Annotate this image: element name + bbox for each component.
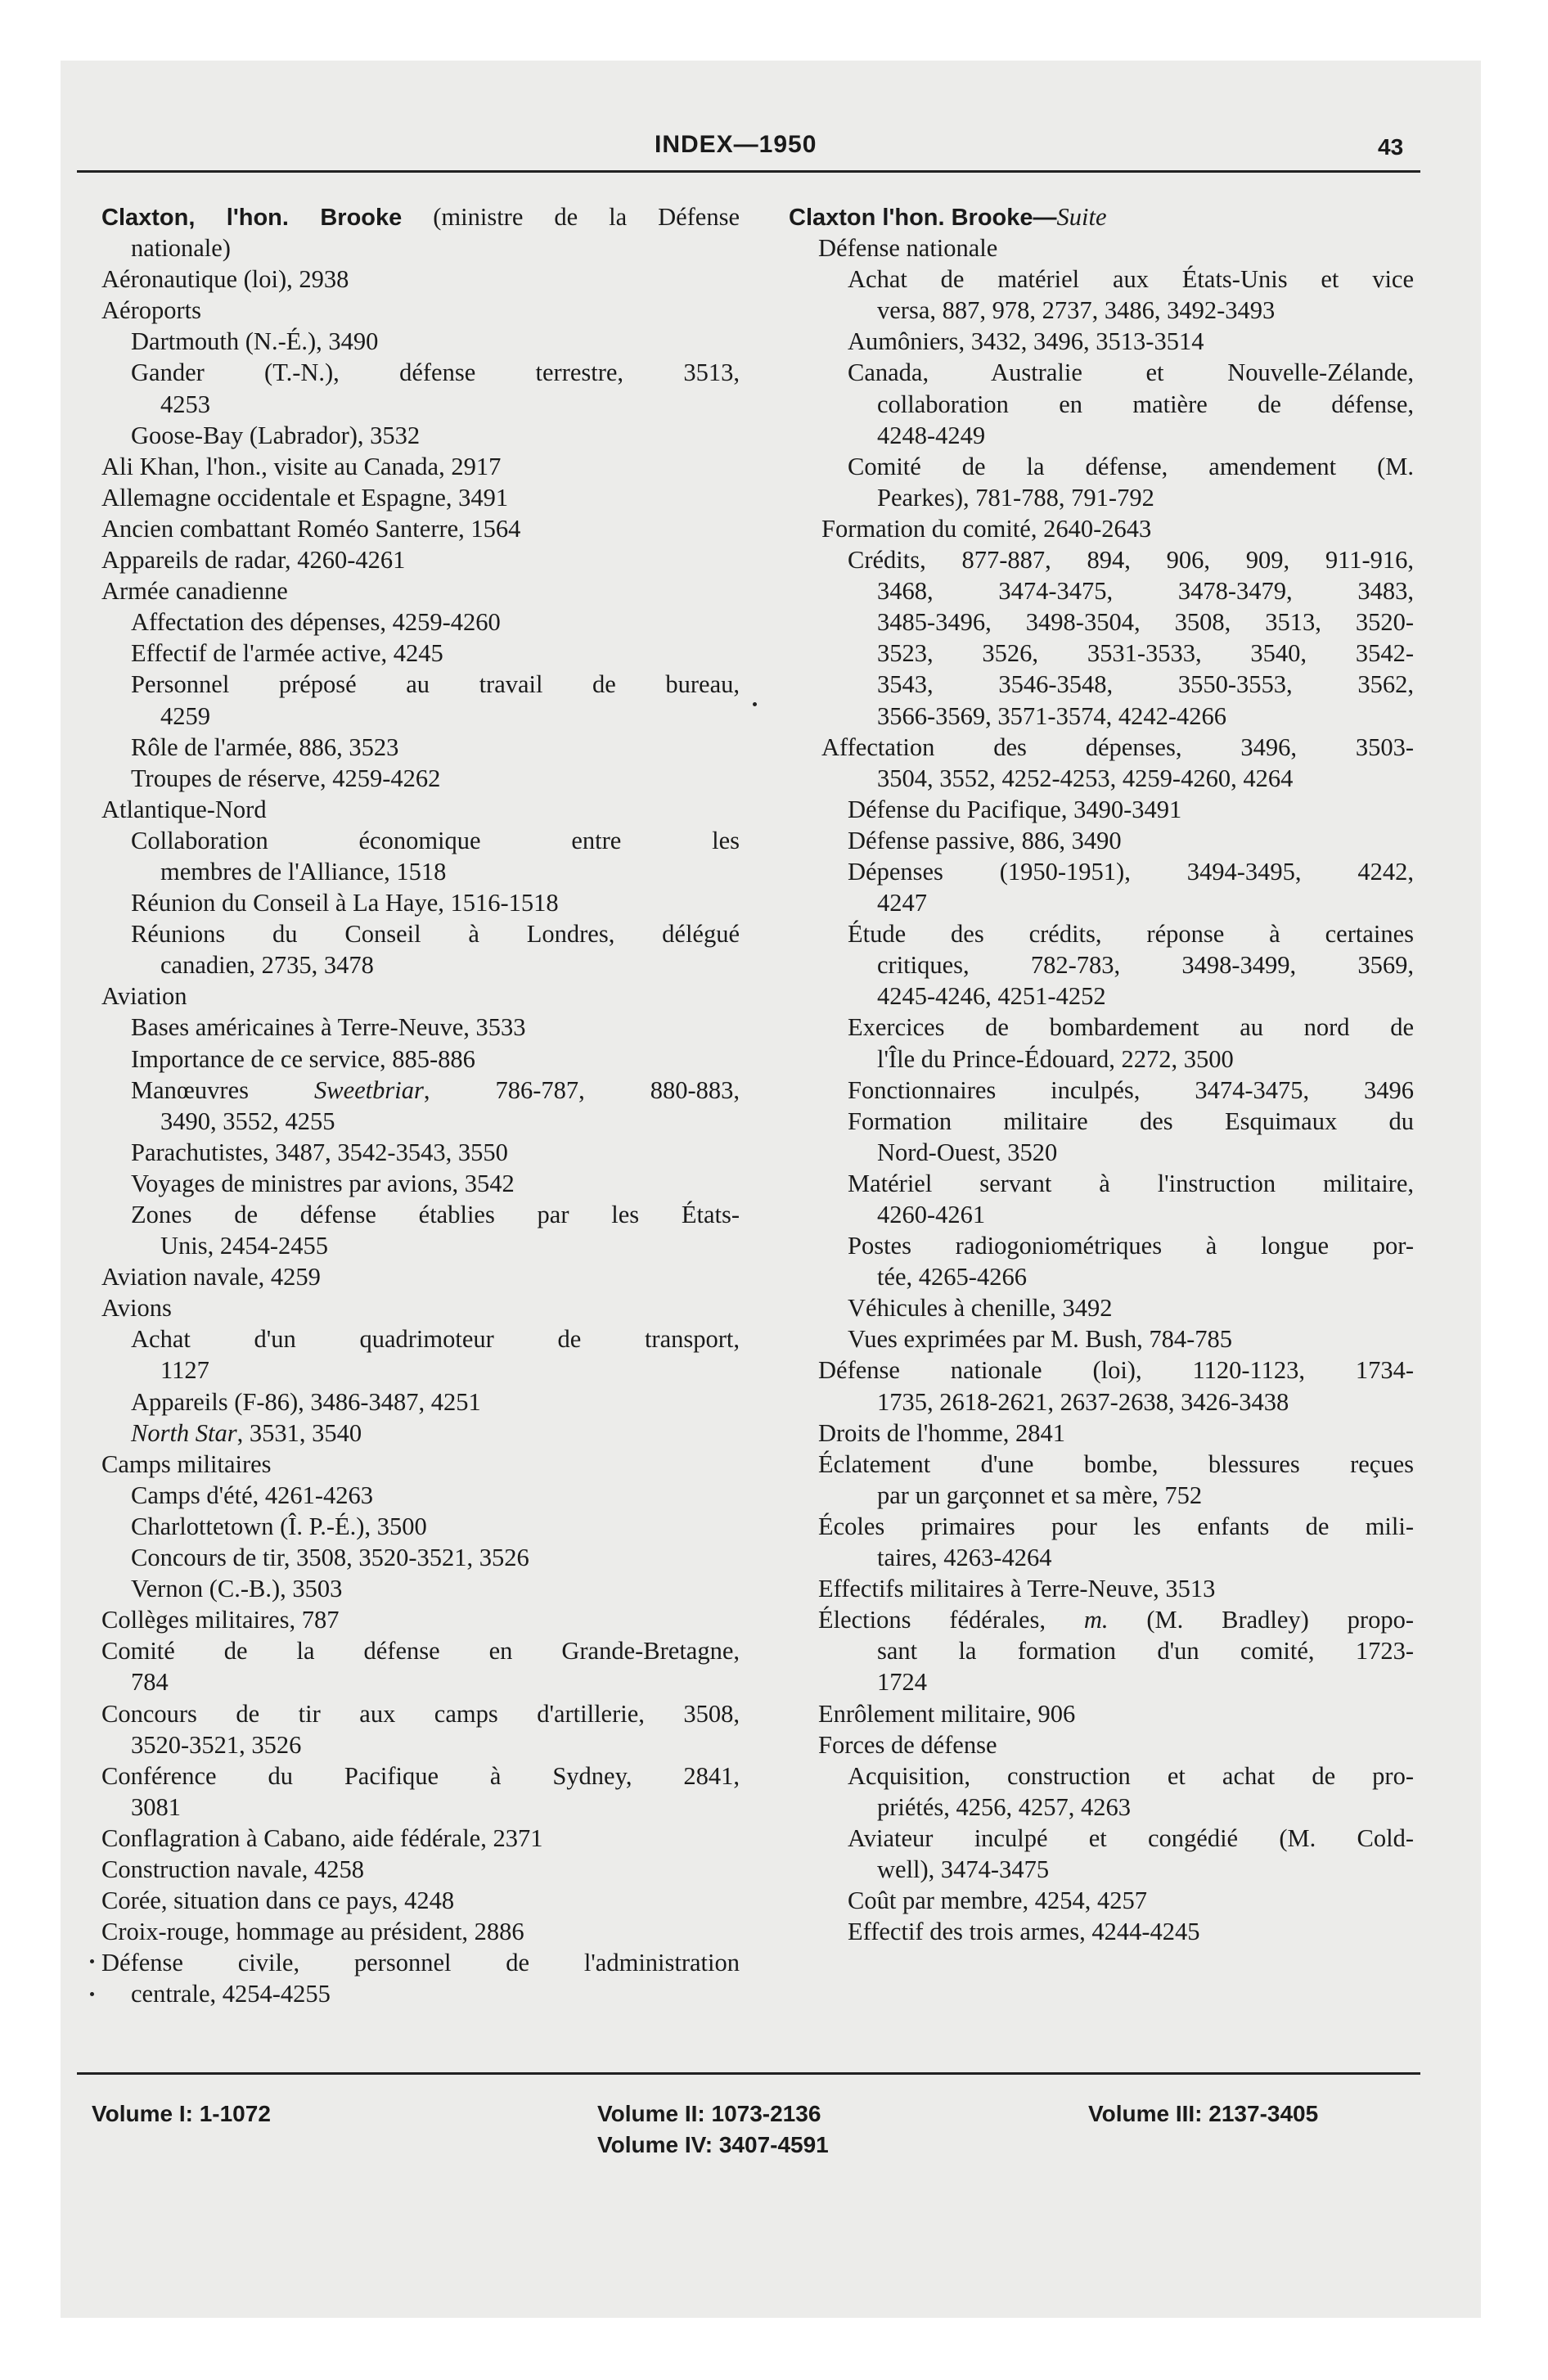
index-entry-line [101, 1480, 740, 1511]
entry-text: Collèges militaires, 787 [101, 1606, 340, 1634]
entry-text: Troupes de réserve, 4259-4262 [131, 764, 441, 792]
entry-text: sant la formation d'un comité, 1723- [877, 1637, 1414, 1666]
entry-text: 4247 [877, 889, 927, 917]
index-entry-line [789, 1230, 1414, 1261]
entry-text: Voyages de ministres par avions, 3542 [131, 1169, 515, 1197]
entry-text: Véhicules à chenille, 3492 [848, 1294, 1113, 1323]
entry-text: 4253 [160, 390, 210, 418]
index-entry-line [101, 420, 740, 451]
index-entry-line [101, 264, 740, 295]
index-entry-line [101, 701, 740, 732]
entry-text: Crédits, 877-887, 894, 906, 909, 911-916, [848, 546, 1414, 575]
entry-text: Défense du Pacifique, 3490-3491 [848, 795, 1182, 823]
entry-text: Parachutistes, 3487, 3542-3543, 3550 [131, 1138, 508, 1166]
index-entry-line [101, 980, 740, 1012]
index-entry-line [101, 1449, 740, 1480]
index-entry-line [101, 544, 740, 575]
index-entry-line [789, 794, 1414, 825]
entry-text: Pearkes), 781-788, 791-792 [877, 483, 1154, 512]
entry-text: Corée, situation dans ce pays, 4248 [101, 1886, 455, 1915]
index-entry-line [789, 1542, 1414, 1573]
entry-text: Exercices de bombardement au nord de [848, 1013, 1414, 1042]
index-entry-line [789, 1511, 1414, 1542]
index-entry-line [101, 1573, 740, 1604]
index-entry-line [101, 638, 740, 669]
index-entry-line [101, 1698, 740, 1729]
entry-text: par un garçonnet et sa mère, 752 [877, 1481, 1203, 1509]
entry-text: Concours de tir, 3508, 3520-3521, 3526 [131, 1544, 529, 1572]
index-entry-line [101, 794, 740, 825]
entry-text: Fonctionnaires inculpés, 3474-3475, 3496 [848, 1075, 1414, 1104]
entry-text: (ministre de la Défense [402, 203, 740, 231]
entry-text: taires, 4263-4264 [877, 1544, 1052, 1572]
volume-2-range: Volume II: 1073-2136 [597, 2101, 821, 2126]
index-entry-line [101, 357, 740, 388]
index-entry-line [789, 763, 1414, 794]
entry-text: Avions [101, 1294, 172, 1323]
entry-text: Nord-Ouest, 3520 [877, 1138, 1058, 1166]
index-entry-line [789, 1386, 1414, 1418]
index-entry-line [789, 1199, 1414, 1230]
index-entry-line [101, 1012, 740, 1043]
index-entry-line [101, 1978, 740, 2009]
entry-text: Défense civile, personnel de l'administration [101, 1949, 740, 1977]
entry-text: 4245-4246, 4251-4252 [877, 982, 1106, 1011]
entry-text: 3520-3521, 3526 [131, 1730, 302, 1759]
index-entry-line [101, 1916, 740, 1947]
index-entry-line [789, 1823, 1414, 1854]
entry-text: 1724 [877, 1668, 927, 1697]
entry-text: Vues exprimées par M. Bush, 784-785 [848, 1325, 1232, 1354]
entry-italic-text: m. [1083, 1606, 1109, 1634]
index-entry-line [101, 949, 740, 980]
entry-text: Aumôniers, 3432, 3496, 3513-3514 [848, 327, 1204, 356]
entry-text: Canada, Australie et Nouvelle-Zélande, [848, 358, 1414, 387]
index-entry-line [101, 1511, 740, 1542]
entry-text: Camps d'été, 4261-4263 [131, 1481, 374, 1509]
entry-text: Zones de défense établies par les États- [131, 1201, 740, 1228]
index-entry-line [789, 606, 1414, 638]
entry-text: Concours de tir aux camps d'artillerie, 3508, [101, 1699, 740, 1728]
index-entry-line [101, 1355, 740, 1386]
entry-text-after: , 3531, 3540 [236, 1418, 362, 1447]
entry-heading-suffix: Suite [1056, 203, 1107, 231]
entry-text: Comité de la défense en Grande-Bretagne, [101, 1637, 740, 1666]
index-entry-line [101, 918, 740, 949]
entry-heading: Claxton, l'hon. Brooke [101, 205, 403, 231]
entry-text: Affectation des dépenses, 3496, 3503- [821, 732, 1414, 761]
index-entry-line [101, 232, 740, 264]
index-entry-line [789, 638, 1414, 669]
index-entry-line [789, 887, 1414, 918]
entry-text: Matériel servant à l'instruction militaire, [848, 1169, 1414, 1197]
index-entry-line [101, 825, 740, 856]
entry-text: Postes radiogoniométriques à longue por- [848, 1232, 1414, 1260]
entry-text: Aviation [101, 982, 187, 1011]
index-entry-line [789, 575, 1414, 606]
entry-text: Collaboration économique entre les [131, 826, 740, 854]
index-entry-line [789, 1106, 1414, 1137]
entry-text: Étude des crédits, réponse à certaines [848, 920, 1414, 949]
index-entry-line [101, 606, 740, 638]
entry-text: membres de l'Alliance, 1518 [160, 857, 447, 886]
entry-text: versa, 887, 978, 2737, 3486, 3492-3493 [877, 296, 1276, 325]
index-entry-line [789, 326, 1414, 357]
entry-text: Appareils (F-86), 3486-3487, 4251 [131, 1387, 481, 1416]
index-entry-line [789, 264, 1414, 295]
entry-text: Aéronautique (loi), 2938 [101, 265, 349, 294]
entry-text: Personnel préposé au travail de bureau, [131, 670, 740, 699]
entry-text: Armée canadienne [101, 577, 288, 606]
index-entry-line [101, 295, 740, 326]
entry-text: Coût par membre, 4254, 4257 [848, 1886, 1147, 1915]
index-entry-line [789, 1075, 1414, 1106]
index-entry-line [101, 1261, 740, 1292]
entry-text: Bases américaines à Terre-Neuve, 3533 [131, 1013, 526, 1042]
index-entry-line [789, 482, 1414, 513]
index-entry-line [789, 1792, 1414, 1823]
index-entry-line [101, 1106, 740, 1137]
index-entry-line [789, 1604, 1414, 1635]
entry-text: Droits de l'homme, 2841 [818, 1418, 1065, 1447]
index-entry-line [101, 1230, 740, 1261]
index-entry-line [101, 1323, 740, 1355]
volume-3-range: Volume III: 2137-3405 [1088, 2101, 1319, 2126]
index-entry-line [789, 918, 1414, 949]
index-entry-line [789, 980, 1414, 1012]
entry-text: Conflagration à Cabano, aide fédérale, 2371 [101, 1823, 543, 1852]
index-entry-line [101, 887, 740, 918]
index-entry-line [789, 544, 1414, 575]
entry-text: 3504, 3552, 4252-4253, 4259-4260, 4264 [877, 764, 1294, 792]
index-entry-line [789, 420, 1414, 451]
entry-text: Affectation des dépenses, 4259-4260 [131, 608, 501, 637]
entry-text: 3543, 3546-3548, 3550-3553, 3562, [877, 670, 1414, 699]
index-entry-line [789, 201, 1414, 232]
index-entry-line [789, 1044, 1414, 1075]
index-entry-line [789, 856, 1414, 887]
index-entry-line [101, 1199, 740, 1230]
entry-text: Éclatement d'une bombe, blessures reçues [818, 1449, 1414, 1478]
index-entry-line [101, 1137, 740, 1168]
entry-text: well), 3474-3475 [877, 1855, 1050, 1883]
index-entry-line [789, 1418, 1414, 1449]
entry-text: canadien, 2735, 3478 [160, 951, 374, 980]
index-entry-line [101, 1792, 740, 1823]
index-entry-line [789, 513, 1414, 544]
entry-text: Atlantique-Nord [101, 795, 267, 823]
entry-text: Formation du comité, 2640-2643 [821, 514, 1152, 543]
index-entry-line [101, 451, 740, 482]
page-number: 43 [1378, 134, 1404, 160]
entry-text: 1127 [160, 1356, 209, 1385]
index-entry-line [789, 949, 1414, 980]
index-entry-line [101, 1729, 740, 1760]
entry-text: Défense nationale [818, 234, 998, 263]
index-entry-line [101, 763, 740, 794]
index-entry-line [789, 1355, 1414, 1386]
entry-text: Charlottetown (Î. P.-É.), 3500 [131, 1512, 427, 1540]
entry-text: 3490, 3552, 4255 [160, 1107, 335, 1135]
index-entry-line [789, 1012, 1414, 1043]
footer-rule [77, 2072, 1420, 2075]
index-entry-line [789, 1292, 1414, 1323]
entry-text: l'Île du Prince-Édouard, 2272, 3500 [877, 1044, 1234, 1073]
index-entry-line [789, 1885, 1414, 1916]
entry-text: Camps militaires [101, 1449, 272, 1478]
index-entry-line [789, 1916, 1414, 1947]
index-entry-line [101, 1666, 740, 1697]
entry-text: Achat de matériel aux États-Unis et vice [848, 265, 1414, 294]
index-entry-line [789, 825, 1414, 856]
entry-text-after: (M. Bradley) propo- [1108, 1606, 1414, 1634]
entry-text: Écoles primaires pour les enfants de mili- [818, 1512, 1414, 1540]
volume-1-range: Volume I: 1-1072 [92, 2101, 271, 2126]
index-entry-line [101, 1418, 740, 1449]
index-entry-line [101, 1542, 740, 1573]
entry-text: 784 [131, 1668, 169, 1697]
index-entry-line [789, 1449, 1414, 1480]
index-entry-line [789, 701, 1414, 732]
header-rule [77, 170, 1420, 173]
index-entry-line [789, 1635, 1414, 1666]
entry-italic-text: North Star [131, 1418, 237, 1447]
index-entry-line [789, 1698, 1414, 1729]
entry-text: Effectifs militaires à Terre-Neuve, 3513 [818, 1575, 1216, 1603]
volume-4-range: Volume IV: 3407-4591 [597, 2132, 829, 2157]
index-entry-line [101, 1044, 740, 1075]
entry-text: Réunions du Conseil à Londres, délégué [131, 920, 740, 949]
index-entry-line [789, 1168, 1414, 1199]
page-title: INDEX—1950 [655, 131, 817, 158]
entry-text: Ancien combattant Roméo Santerre, 1564 [101, 514, 521, 543]
entry-italic-text: Sweetbriar [313, 1075, 424, 1104]
entry-text: Dépenses (1950-1951), 3494-3495, 4242, [848, 857, 1414, 886]
entry-text: Rôle de l'armée, 886, 3523 [131, 732, 399, 761]
entry-text: 1735, 2618-2621, 2637-2638, 3426-3438 [877, 1387, 1289, 1416]
entry-text: Goose-Bay (Labrador), 3532 [131, 421, 421, 449]
index-entry-line [101, 1760, 740, 1792]
entry-text-after: , 786-787, 880-883, [423, 1075, 740, 1104]
index-entry-line [101, 389, 740, 420]
index-entry-line [789, 669, 1414, 700]
entry-text: Aviateur inculpé et congédié (M. Cold- [848, 1823, 1414, 1852]
entry-text: Défense passive, 886, 3490 [848, 826, 1122, 854]
index-entry-line [789, 1729, 1414, 1760]
entry-text: Construction navale, 4258 [101, 1855, 365, 1883]
index-entry-line [101, 326, 740, 357]
index-entry-line [101, 1854, 740, 1885]
entry-text: Appareils de radar, 4260-4261 [101, 546, 406, 575]
index-entry-line [101, 201, 740, 232]
index-entry-line [789, 1137, 1414, 1168]
entry-text: collaboration en matière de défense, [877, 390, 1414, 418]
index-entry-line [101, 1635, 740, 1666]
index-entry-line [789, 1666, 1414, 1697]
entry-text: Vernon (C.-B.), 3503 [131, 1575, 343, 1603]
index-entry-line [789, 1480, 1414, 1511]
entry-text: Allemagne occidentale et Espagne, 3491 [101, 483, 509, 512]
entry-text: 3566-3569, 3571-3574, 4242-4266 [877, 701, 1226, 730]
entry-text: Dartmouth (N.-É.), 3490 [131, 327, 379, 356]
index-entry-line [789, 1760, 1414, 1792]
entry-text: Manœuvres [131, 1075, 314, 1104]
entry-text: Ali Khan, l'hon., visite au Canada, 2917 [101, 452, 502, 480]
index-entry-line [789, 389, 1414, 420]
entry-text: 4248-4249 [877, 421, 986, 449]
entry-text: tée, 4265-4266 [877, 1263, 1027, 1291]
left-index-column [101, 201, 740, 2009]
entry-text: 3081 [131, 1792, 181, 1821]
entry-text: Achat d'un quadrimoteur de transport, [131, 1325, 740, 1354]
entry-text: Aéroports [101, 296, 201, 325]
entry-text: Comité de la défense, amendement (M. [848, 452, 1414, 480]
index-entry-line [101, 1168, 740, 1199]
entry-text: Élections fédérales, [818, 1606, 1084, 1634]
index-entry-line [101, 575, 740, 606]
entry-text: Aviation navale, 4259 [101, 1263, 321, 1291]
index-entry-line [789, 357, 1414, 388]
entry-text: Gander (T.-N.), défense terrestre, 3513, [131, 358, 740, 387]
entry-text: Effectif des trois armes, 4244-4245 [848, 1918, 1200, 1946]
entry-text: Croix-rouge, hommage au président, 2886 [101, 1918, 524, 1946]
index-entry-line [789, 1573, 1414, 1604]
entry-text: Forces de défense [818, 1730, 997, 1759]
index-entry-line [101, 1075, 740, 1106]
index-entry-line [789, 232, 1414, 264]
entry-text: Acquisition, construction et achat de pro- [848, 1761, 1414, 1790]
index-entry-line [101, 1885, 740, 1916]
entry-text: critiques, 782-783, 3498-3499, 3569, [877, 951, 1414, 980]
entry-text: 3523, 3526, 3531-3533, 3540, 3542- [877, 639, 1414, 668]
entry-text: Effectif de l'armée active, 4245 [131, 639, 443, 668]
entry-text: Enrôlement militaire, 906 [818, 1699, 1076, 1728]
margin-dot [753, 702, 757, 706]
index-entry-line [101, 1604, 740, 1635]
entry-text: Unis, 2454-2455 [160, 1232, 329, 1260]
margin-dot [90, 1959, 94, 1963]
entry-text: nationale) [131, 234, 231, 263]
index-entry-line [101, 669, 740, 700]
entry-text: 4260-4261 [877, 1201, 986, 1228]
entry-text: centrale, 4254-4255 [131, 1980, 331, 2008]
right-index-column [789, 201, 1414, 1947]
entry-text: priétés, 4256, 4257, 4263 [877, 1792, 1132, 1821]
entry-text: Importance de ce service, 885-886 [131, 1044, 475, 1073]
index-entry-line [101, 732, 740, 763]
index-entry-line [789, 1261, 1414, 1292]
entry-heading: Claxton l'hon. Brooke— [789, 205, 1057, 231]
index-entry-line [101, 1292, 740, 1323]
index-entry-line [101, 856, 740, 887]
index-entry-line [101, 513, 740, 544]
index-entry-line [789, 1323, 1414, 1355]
entry-text: Défense nationale (loi), 1120-1123, 1734- [818, 1356, 1414, 1385]
index-entry-line [101, 1386, 740, 1418]
margin-dot [90, 1992, 94, 1996]
entry-text: 4259 [160, 701, 210, 730]
index-entry-line [101, 1823, 740, 1854]
entry-text: Formation militaire des Esquimaux du [848, 1107, 1414, 1135]
index-entry-line [789, 451, 1414, 482]
index-entry-line [789, 732, 1414, 763]
entry-text: Réunion du Conseil à La Haye, 1516-1518 [131, 889, 559, 917]
index-entry-line [789, 1854, 1414, 1885]
index-entry-line [789, 295, 1414, 326]
entry-text: 3485-3496, 3498-3504, 3508, 3513, 3520- [877, 608, 1414, 637]
entry-text: Conférence du Pacifique à Sydney, 2841, [101, 1761, 740, 1790]
entry-text: 3468, 3474-3475, 3478-3479, 3483, [877, 577, 1414, 606]
index-entry-line [101, 1947, 740, 1978]
index-entry-line [101, 482, 740, 513]
